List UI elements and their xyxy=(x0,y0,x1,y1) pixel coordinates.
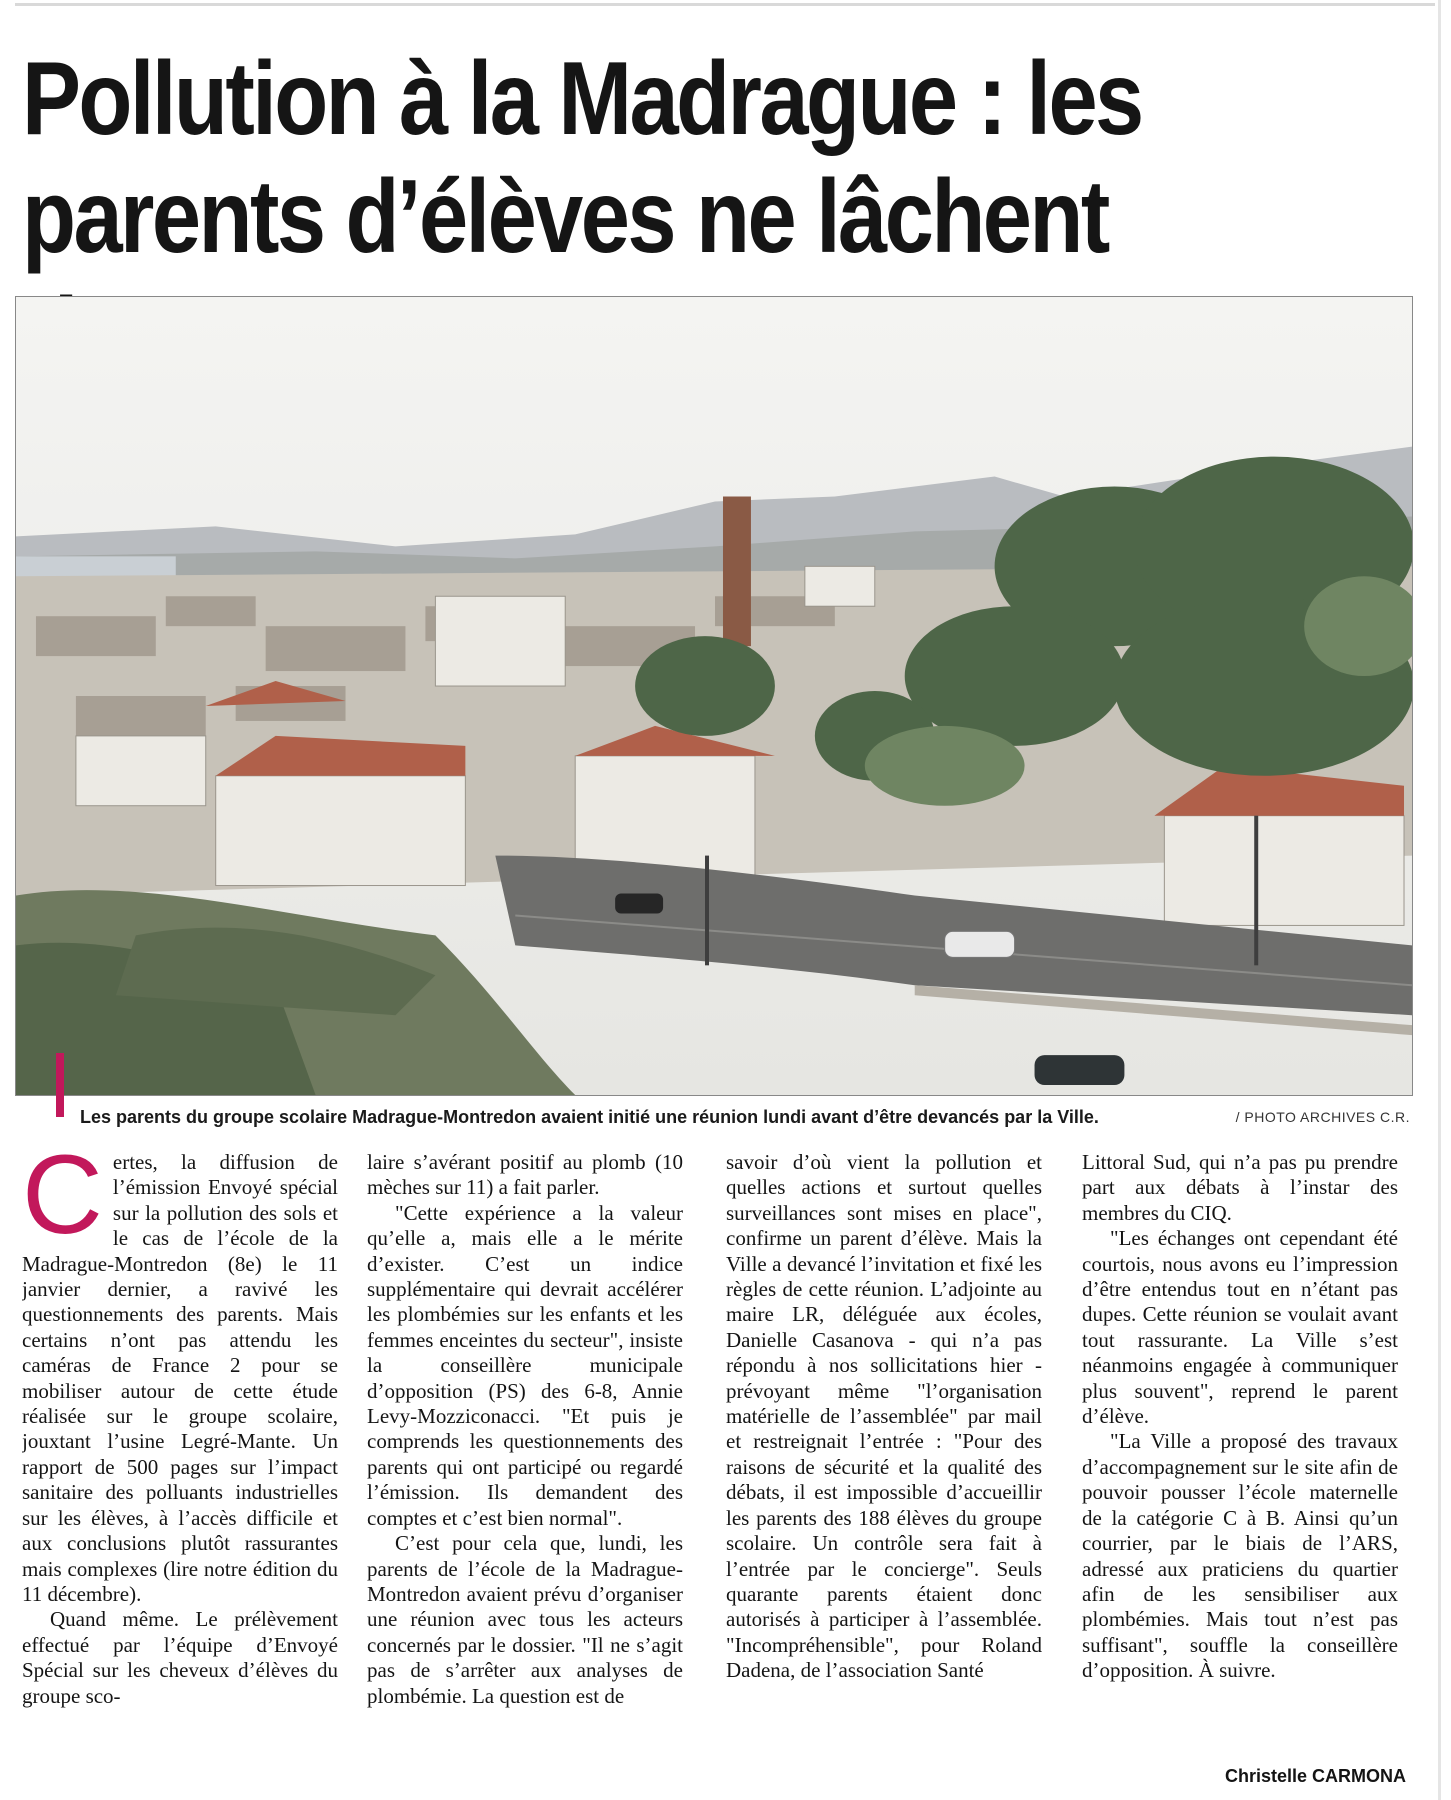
headline-line-2: parents d’élèves ne lâchent xyxy=(22,159,1108,275)
article-photo xyxy=(15,296,1413,1096)
headline-line-1: Pollution à la Madrague : les xyxy=(22,41,1142,157)
photo-illustration xyxy=(16,297,1412,1095)
paragraph: Quand même. Le prélèvement effectué par l’équipe d’Envoyé Spécial sur les cheveux d’élèves du groupe sco- xyxy=(22,1607,338,1708)
caption-accent-bar xyxy=(56,1053,64,1117)
paragraph: "Cette expérience a la valeur qu’elle a, mais elle a le mérite d’exister. C’est un indice supplémentaire qui devrait accélérer les plombémies sur les enfants et les femmes enceintes du secteur", insiste la conseillère municipale d’opposition (PS) des 6-8, Annie Levy-Mozziconacci. "Et puis je comprends les questionnements des parents qui ont participé ou regardé l’émission. Ils demandent des comptes et c’est bien normal". xyxy=(367,1200,683,1530)
drop-cap: C xyxy=(22,1150,103,1257)
paragraph: savoir d’où vient la pollution et quelles actions et surtout quelles surveillances sont mises en place", confirme un parent d’élève. Mais la Ville a devancé l’invitation et fixé les règles de cette réunion. L’adjointe au maire LR, déléguée aux écoles, Danielle Casanova - qui n’a pas répondu à nos sollicitations hier - prévoyant même "l’organisation matérielle de l’assemblée" par mail et restreignait l’entrée : "Pour des raisons de sécurité et la qualité des débats, il est impossible d’accueillir les parents des 188 élèves du groupe scolaire. Un contrôle sera fait à l’entrée par le concierge". Seuls quarante parents étaient donc autorisés à participer à l’assemblée. "Incompréhensible", pour Roland Dadena, de l’association Santé xyxy=(726,1150,1042,1683)
paragraph: ertes, la diffusion de l’émission Envoyé spécial sur la pollution des sols et le cas de l’école de la Madrague-Montredon (8e) le 11 janvier dernier, a ravivé les questionnements des parents. Mais certains n’ont pas attendu les caméras de France 2 pour se mobiliser autour de cette étude réalisée sur le groupe scolaire, jouxtant l’usine Legré-Mante. Un rapport de 500 pages sur l’impact sanitaire des polluants industrielles sur les élèves, à l’accès difficile et aux conclusions plutôt rassurantes mais complexes (lire notre édition du 11 décembre). xyxy=(22,1150,338,1606)
article-column-1 xyxy=(22,1150,338,1770)
article-column-2 xyxy=(367,1150,683,1770)
top-rule xyxy=(15,3,1435,6)
byline: Christelle CARMONA xyxy=(1224,1766,1406,1786)
paragraph: "Les échanges ont cependant été courtois, nous avons eu l’impression d’être entendus tout en n’étant pas dupes. Cette réunion se voulait avant tout rassurante. La Ville s’est néanmoins engagée à communiquer plus souvent", reprend le parent d’élève. xyxy=(1082,1226,1398,1429)
paragraph: "La Ville a proposé des travaux d’accompagnement sur le site afin de pouvoir pousser l’école maternelle de la catégorie C à B. Ainsi qu’un courrier, par le biais de l’ARS, adressé aux praticiens du quartier afin de les sensibiliser aux plombémies. Mais tout n’est pas suffisant", souffle la conseillère d’opposition. À suivre. xyxy=(1082,1429,1398,1683)
photo-caption xyxy=(80,1103,1420,1131)
paragraph: Littoral Sud, qui n’a pas pu prendre part aux débats à l’instar des membres du CIQ. xyxy=(1082,1150,1398,1225)
paragraph: C’est pour cela que, lundi, les parents de l’école de la Madrague-Montredon avaient prévu d’organiser une réunion avec tous les acteurs concernés par le dossier. "Il ne s’agit pas de s’arrêter aux analyses de plombémie. La question est de xyxy=(367,1531,683,1708)
photo-credit: / PHOTO ARCHIVES C.R. xyxy=(1235,1109,1410,1125)
article-column-3 xyxy=(726,1150,1042,1770)
right-edge-rule xyxy=(1438,0,1441,1800)
article-column-4 xyxy=(1082,1150,1398,1770)
paragraph: laire s’avérant positif au plomb (10 mèches sur 11) a fait parler. xyxy=(367,1150,683,1200)
caption-text: Les parents du groupe scolaire Madrague-Montredon avaient initié une réunion lundi avant d’être devancés par la Ville. xyxy=(80,1107,1099,1127)
